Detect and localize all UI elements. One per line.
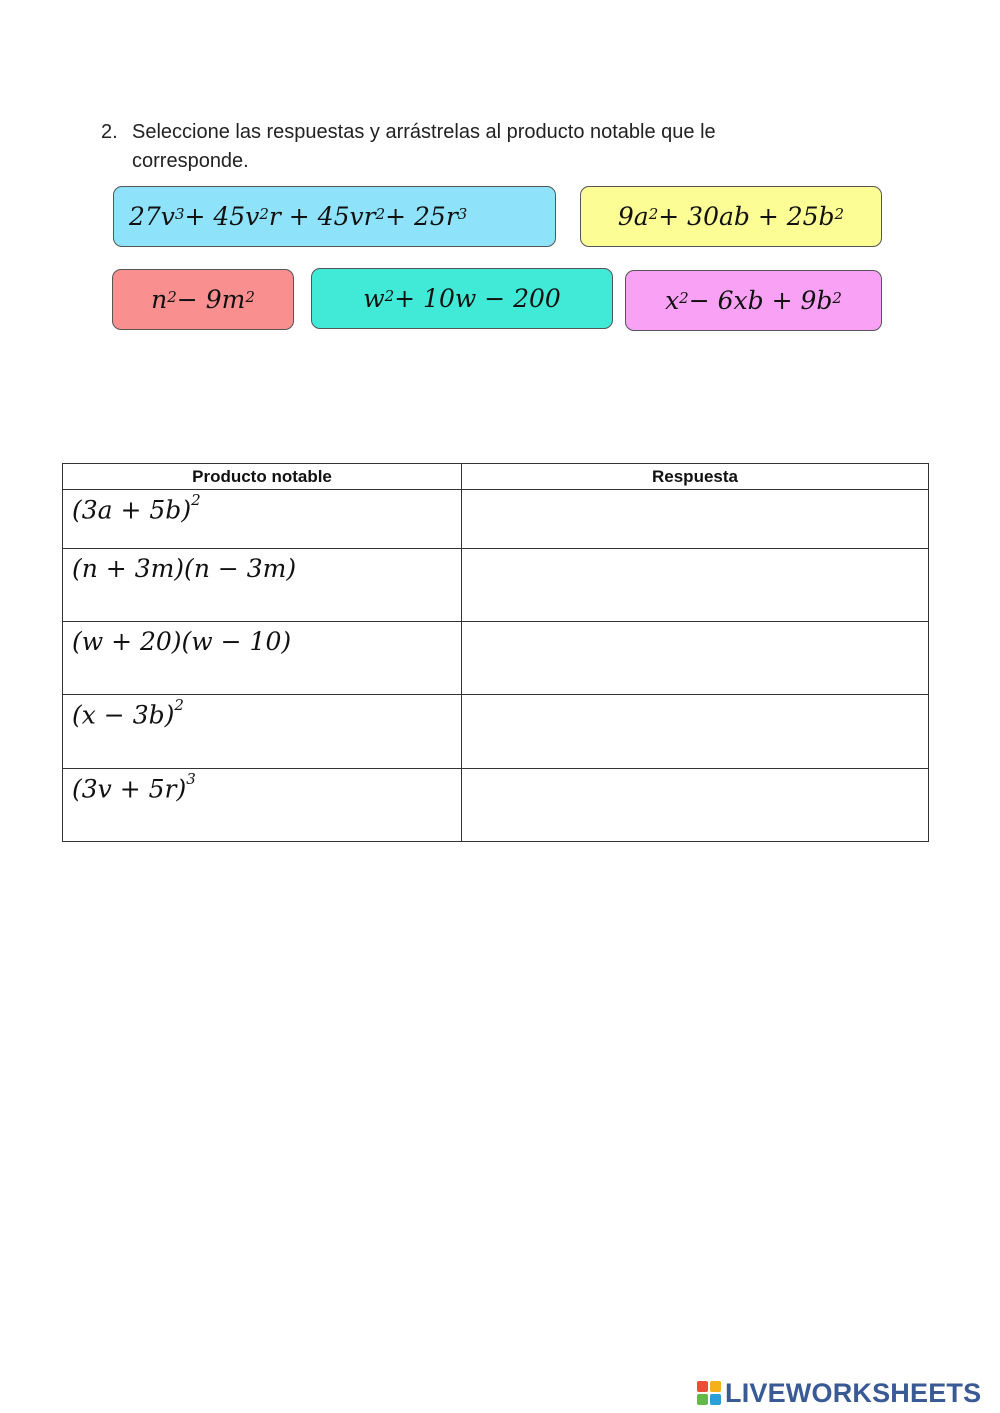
product-expression: $(x - 3b)^2$ xyxy=(63,695,462,769)
answer-chip[interactable]: x $^2$ − 6xb + 9b $^2$ xyxy=(625,270,882,331)
answer-chip[interactable]: n $^2$ − 9m $^2$ xyxy=(112,269,294,330)
question-text: Seleccione las respuestas y arrástrelas al producto notable que le corresponde. xyxy=(132,121,716,172)
answer-drop-zone[interactable] xyxy=(462,769,929,842)
product-expression: $(3a + 5b)^2$ xyxy=(63,490,462,549)
product-expression: (w + 20)(w − 10) xyxy=(63,622,462,695)
brand-wordmark: LIVEWORKSHEETS xyxy=(725,1377,982,1408)
header-respuesta: Respuesta xyxy=(462,464,929,490)
answer-chip[interactable]: w $^2$ + 10w − 200 xyxy=(311,268,613,329)
table-row xyxy=(63,549,929,622)
table-row xyxy=(63,769,929,842)
table-row xyxy=(63,695,929,769)
table-row xyxy=(63,622,929,695)
liveworksheets-logo-icon xyxy=(697,1381,721,1405)
answer-drop-zone[interactable] xyxy=(462,549,929,622)
table-row xyxy=(63,490,929,549)
answer-drop-zone[interactable] xyxy=(462,695,929,769)
question-number: 2. xyxy=(101,121,118,143)
liveworksheets-brand xyxy=(697,1377,981,1409)
answer-drop-zone[interactable] xyxy=(462,622,929,695)
matching-table xyxy=(62,463,929,842)
answer-chip[interactable]: 27v $^3$ + 45v $^2$ r + 45vr $^2$ + 25r $^3$ xyxy=(113,186,556,247)
question-prompt xyxy=(101,118,821,176)
product-expression: (n + 3m)(n − 3m) xyxy=(63,549,462,622)
header-producto-notable: Producto notable xyxy=(63,464,462,490)
table-header-row xyxy=(63,464,929,490)
answer-chip[interactable]: 9a $^2$ + 30ab + 25b $^2$ xyxy=(580,186,882,247)
answer-drop-zone[interactable] xyxy=(462,490,929,549)
product-expression: $(3v + 5r)^3$ xyxy=(63,769,462,842)
